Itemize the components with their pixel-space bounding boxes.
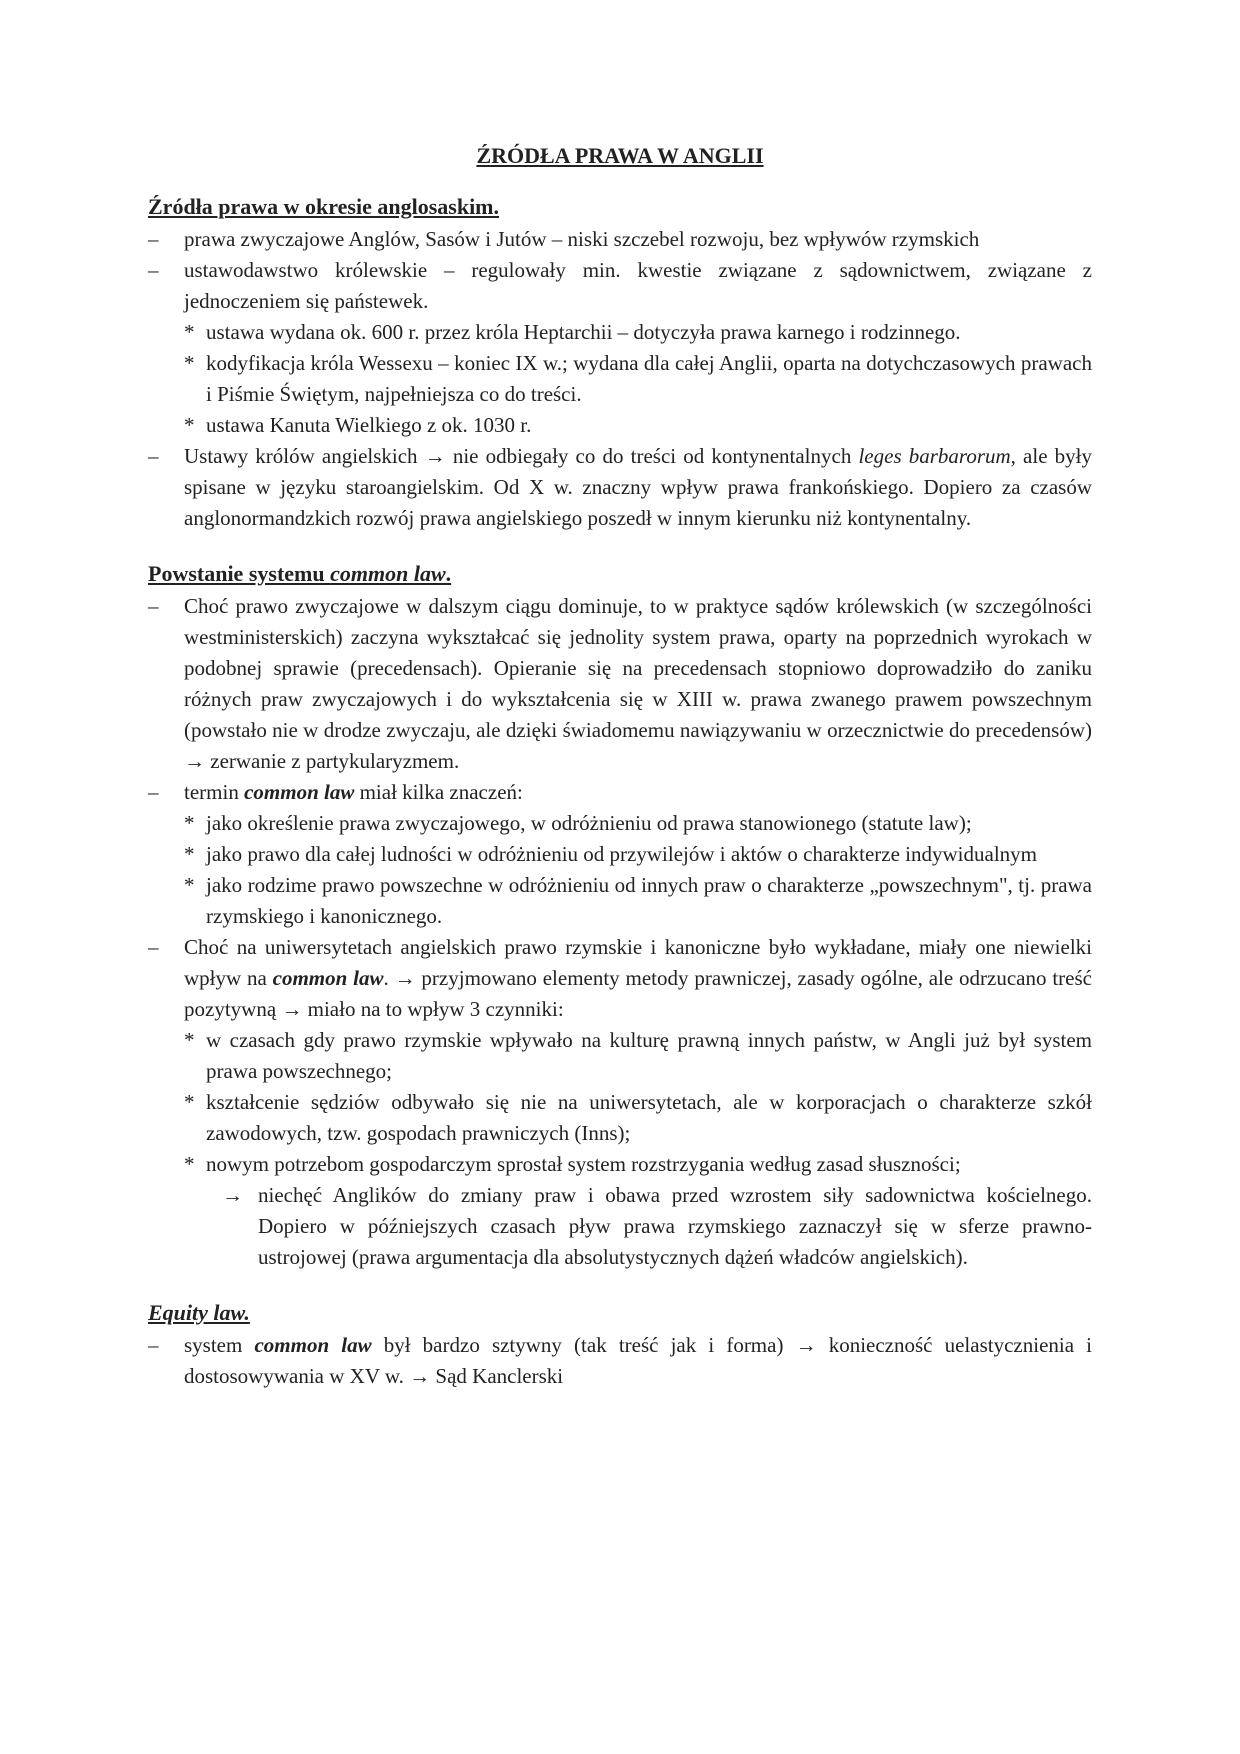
sub-list-item <box>148 348 1092 410</box>
star-bullet: * <box>184 842 195 866</box>
heading-text: Powstanie systemu <box>148 561 331 586</box>
sub-list-item <box>148 808 1092 839</box>
list-item <box>148 932 1092 1025</box>
star-bullet: * <box>184 873 195 897</box>
dash-bullet: – <box>148 444 159 468</box>
dash-bullet: – <box>148 780 159 804</box>
sub-list-item <box>148 317 1092 348</box>
dash-bullet: – <box>148 227 159 251</box>
item-text <box>184 935 1092 1021</box>
list-item <box>148 255 1092 317</box>
item-text: prawa zwyczajowe Anglów, Sasów i Jutów – niski szczebel rozwoju, bez wpływów rzymskich <box>184 227 980 251</box>
arrow-bullet: → <box>222 1183 243 1207</box>
star-bullet: * <box>184 320 195 344</box>
sub-item-text: w czasach gdy prawo rzymskie wpływało na kulturę prawną innych państw, w Angli już był system prawa powszechnego; <box>206 1028 1092 1083</box>
bold-italic-term: common law <box>254 1333 372 1357</box>
sub-list-item <box>148 1025 1092 1087</box>
star-bullet: * <box>184 1152 195 1176</box>
heading-italic-term: Equity law. <box>148 1300 250 1325</box>
item-text <box>184 1333 1092 1388</box>
text-run: termin <box>184 780 245 804</box>
item-text <box>184 780 523 804</box>
dash-bullet: – <box>148 258 159 282</box>
sub-item-text: ustawa Kanuta Wielkiego z ok. 1030 r. <box>206 413 532 437</box>
dash-bullet: – <box>148 1333 159 1357</box>
sub-item-text: kształcenie sędziów odbywało się nie na uniwersytetach, ale w korporacjach o charakterze szkół zawodowych, tzw. gospodach prawniczych (Inns); <box>206 1090 1092 1145</box>
sub-item-text: kodyfikacja króla Wessexu – koniec IX w.; wydana dla całej Anglii, oparta na dotychczasowych prawach i Piśmie Świętym, najpełniejsza co do treści. <box>206 351 1092 406</box>
list-item <box>148 591 1092 777</box>
section-heading <box>148 1297 1092 1328</box>
star-bullet: * <box>184 1028 195 1052</box>
heading-text: . <box>445 561 452 586</box>
text-run: miał kilka znaczeń: <box>354 780 523 804</box>
sub-list-item <box>148 410 1092 441</box>
bold-italic-term: common law <box>244 780 355 804</box>
star-bullet: * <box>184 1090 195 1114</box>
sub-list-item <box>148 1149 1092 1180</box>
italic-term: leges barbarorum <box>858 444 1011 468</box>
section-anglo-saxon <box>148 191 1092 534</box>
sub-item-text: jako określenie prawa zwyczajowego, w odróżnieniu od prawa stanowionego (statute law); <box>206 811 972 835</box>
sub-list-item <box>148 870 1092 932</box>
list-item <box>148 1330 1092 1392</box>
dash-bullet: – <box>148 594 159 618</box>
star-bullet: * <box>184 811 195 835</box>
bold-italic-term: common law <box>272 966 384 990</box>
sub-list-item <box>148 1087 1092 1149</box>
list-item <box>148 441 1092 534</box>
item-text: Choć prawo zwyczajowe w dalszym ciągu dominuje, to w praktyce sądów królewskich (w szczególności westministerskich) zaczyna wykształcać się jednolity system prawa, oparty na poprzednich wyrokach w podobnej sprawie (precedensach). Opieranie się na precedensach stopniowo doprowadziło do zaniku różnych praw zwyczajowych i do wykształcenia się w XIII w. prawa zwanego prawem powszechnym (powstało nie w drodze zwyczaju, ale dzięki świadomemu nawiązywaniu w orzecznictwie do precedensów) → zerwanie z partykularyzmem. <box>184 594 1092 773</box>
text-run: , ale były spisane w języku staroangielskim. Od X w. znaczny wpływ prawa frankońskiego. Dopiero za czasów anglonormandzkich rozwój prawa angielskiego poszedł w innym kierunku niż kontynentalny. <box>184 444 1092 530</box>
section-equity-law <box>148 1297 1092 1392</box>
list-item <box>148 777 1092 808</box>
section-common-law <box>148 558 1092 1273</box>
nested-item-text: niechęć Anglików do zmiany praw i obawa przed wzrostem siły sadownictwa kościelnego. Dopiero w późniejszych czasach pływ prawa rzymskiego zaznaczył się w sferze prawno-ustrojowej (prawa argumentacja dla absolutystycznych dążeń władców angielskich). <box>258 1183 1092 1269</box>
star-bullet: * <box>184 413 195 437</box>
document-title: ŹRÓDŁA PRAWA W ANGLII <box>476 143 764 168</box>
section-heading: Źródła prawa w okresie anglosaskim. <box>148 194 500 219</box>
heading-italic-term: common law <box>330 561 446 586</box>
sub-item-text: ustawa wydana ok. 600 r. przez króla Heptarchii – dotyczyła prawa karnego i rodzinnego. <box>206 320 961 344</box>
list-item <box>148 224 1092 255</box>
sub-item-text: jako rodzime prawo powszechne w odróżnieniu od innych praw o charakterze „powszechnym", tj. prawa rzymskiego i kanonicznego. <box>206 873 1092 928</box>
sub-list-item <box>148 839 1092 870</box>
star-bullet: * <box>184 351 195 375</box>
nested-arrow-item <box>148 1180 1092 1273</box>
text-run: . → przyjmowano elementy metody prawniczej, zasady ogólne, ale odrzucano treść pozytywną → miało na to wpływ 3 czynniki: <box>184 966 1092 1021</box>
sub-item-text: jako prawo dla całej ludności w odróżnieniu od przywilejów i aktów o charakterze indywidualnym <box>206 842 1037 866</box>
item-text: ustawodawstwo królewskie – regulowały min. kwestie związane z sądownictwem, związane z jednoczeniem się państewek. <box>184 258 1092 313</box>
text-run: system <box>184 1333 255 1357</box>
item-text <box>184 444 1092 530</box>
text-run: Choć na uniwersytetach angielskich prawo rzymskie i kanoniczne było wykładane, miały one niewielki wpływ na <box>184 935 1092 990</box>
section-heading <box>148 558 1092 589</box>
dash-bullet: – <box>148 935 159 959</box>
sub-item-text: nowym potrzebom gospodarczym sprostał system rozstrzygania według zasad słuszności; <box>206 1152 961 1176</box>
text-run: Ustawy królów angielskich → nie odbiegały co do treści od kontynentalnych <box>184 444 859 468</box>
text-run: był bardzo sztywny (tak treść jak i forma) → konieczność uelastycznienia i dostosowywania w XV w. → Sąd Kanclerski <box>184 1333 1093 1388</box>
